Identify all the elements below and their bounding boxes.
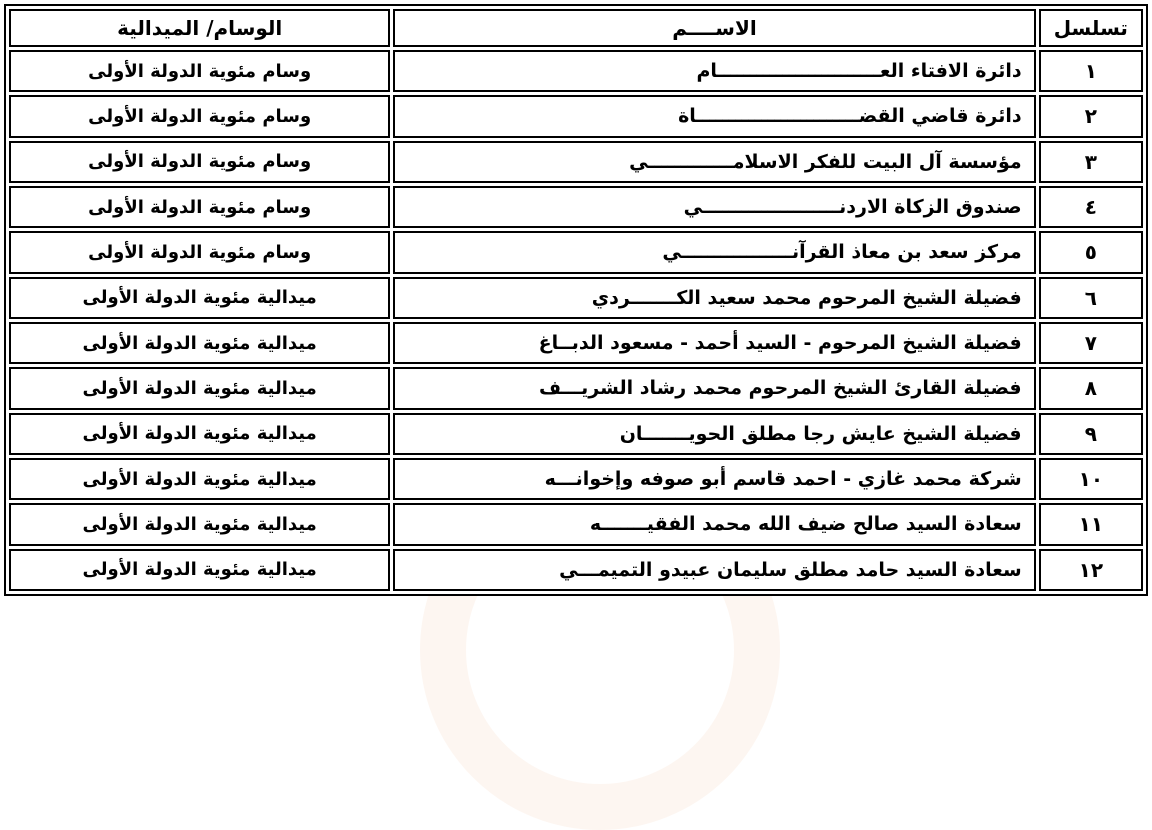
header-name: الاســــم <box>393 9 1035 47</box>
table-row <box>9 141 1143 183</box>
row-sequence: ٨ <box>1039 367 1143 409</box>
header-sequence: تسلسل <box>1039 9 1143 47</box>
row-award: ميدالية مئوية الدولة الأولى <box>9 503 390 545</box>
row-name: فضيلة الشيخ المرحوم - السيد أحمد - مسعود الدبــاغ <box>393 322 1035 364</box>
row-name: دائرة الافتاء العـــــــــــــــــــــــــام <box>393 50 1035 92</box>
row-name: سعادة السيد صالح ضيف الله محمد الفقيـــــــه <box>393 503 1035 545</box>
row-sequence: ٢ <box>1039 95 1143 137</box>
row-award: وسام مئوية الدولة الأولى <box>9 186 390 228</box>
table-row <box>9 186 1143 228</box>
table-row <box>9 413 1143 455</box>
row-award: وسام مئوية الدولة الأولى <box>9 141 390 183</box>
row-sequence: ١ <box>1039 50 1143 92</box>
table-header-row <box>9 9 1143 47</box>
row-sequence: ٣ <box>1039 141 1143 183</box>
row-name: صندوق الزكاة الاردنـــــــــــــــــــــي <box>393 186 1035 228</box>
row-award: وسام مئوية الدولة الأولى <box>9 231 390 273</box>
row-name: فضيلة الشيخ المرحوم محمد سعيد الكـــــــردي <box>393 277 1035 319</box>
row-sequence: ٦ <box>1039 277 1143 319</box>
table-row <box>9 322 1143 364</box>
row-sequence: ٥ <box>1039 231 1143 273</box>
row-name: مؤسسة آل البيت للفكر الاسلامـــــــــــــي <box>393 141 1035 183</box>
row-award: ميدالية مئوية الدولة الأولى <box>9 549 390 591</box>
row-award: ميدالية مئوية الدولة الأولى <box>9 322 390 364</box>
row-sequence: ٤ <box>1039 186 1143 228</box>
row-name: مركز سعد بن معاذ القرآنـــــــــــــــــي <box>393 231 1035 273</box>
row-sequence: ٩ <box>1039 413 1143 455</box>
table-row <box>9 367 1143 409</box>
row-name: فضيلة الشيخ عايش رجا مطلق الحويـــــــان <box>393 413 1035 455</box>
row-award: وسام مئوية الدولة الأولى <box>9 50 390 92</box>
table-row <box>9 277 1143 319</box>
row-award: ميدالية مئوية الدولة الأولى <box>9 458 390 500</box>
row-award: ميدالية مئوية الدولة الأولى <box>9 277 390 319</box>
row-name: سعادة السيد حامد مطلق سليمان عبيدو التميمـــي <box>393 549 1035 591</box>
table-row <box>9 549 1143 591</box>
honors-table <box>4 4 1148 596</box>
table-row <box>9 458 1143 500</box>
row-sequence: ٧ <box>1039 322 1143 364</box>
table-row <box>9 231 1143 273</box>
row-sequence: ١١ <box>1039 503 1143 545</box>
header-award: الوسام/ الميدالية <box>9 9 390 47</box>
row-award: ميدالية مئوية الدولة الأولى <box>9 413 390 455</box>
row-award: وسام مئوية الدولة الأولى <box>9 95 390 137</box>
row-name: دائرة قاضي القضـــــــــــــــــــــــــاة <box>393 95 1035 137</box>
row-name: فضيلة القارئ الشيخ المرحوم محمد رشاد الشريـــف <box>393 367 1035 409</box>
table-row <box>9 50 1143 92</box>
row-sequence: ١٢ <box>1039 549 1143 591</box>
row-sequence: ١٠ <box>1039 458 1143 500</box>
row-name: شركة محمد غازي - احمد قاسم أبو صوفه وإخوانـــه <box>393 458 1035 500</box>
table-row <box>9 503 1143 545</box>
table-row <box>9 95 1143 137</box>
row-award: ميدالية مئوية الدولة الأولى <box>9 367 390 409</box>
